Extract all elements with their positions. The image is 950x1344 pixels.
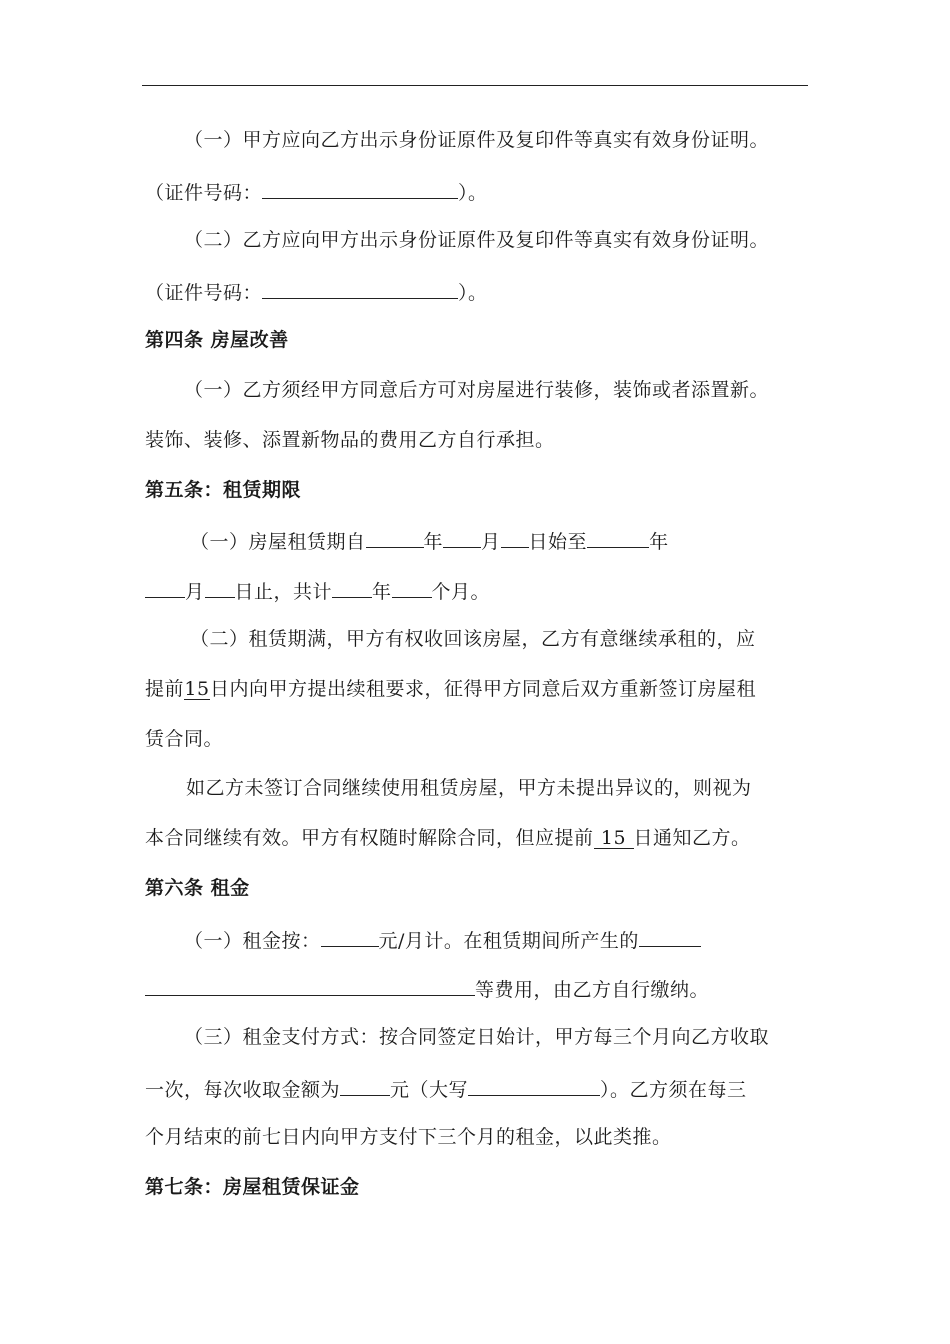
fees-text: 等费用，由乙方自行缴纳。	[475, 979, 710, 1001]
payment-method-paragraph: （三）租金支付方式：按合同签定日始计，甲方每三个月向乙方收取	[184, 1026, 770, 1048]
header-rule	[142, 85, 808, 86]
payment-amount-blank[interactable]	[340, 1075, 390, 1096]
id-number-blank[interactable]	[262, 278, 458, 299]
notice-days-value: 15	[594, 828, 634, 849]
day-end-label: 日止，共计	[234, 581, 333, 603]
id-number-label: （证件号码：	[145, 182, 263, 204]
continuation-paragraph: 如乙方未签订合同继续使用租赁房屋，甲方未提出异议的，则视为	[186, 777, 752, 799]
rent-unit-text: 元/月计。在租赁期间所产生的	[378, 930, 639, 952]
payment-method-line-3: 个月结束的前七日内向甲方支付下三个月的租金，以此类推。	[145, 1126, 672, 1148]
year-label: 年	[649, 531, 669, 553]
id-number-line-1	[145, 178, 488, 205]
paragraph-id-lessor: （一）甲方应向乙方出示身份证原件及复印件等真实有效身份证明。	[184, 129, 770, 151]
renewal-paragraph-cont	[145, 677, 756, 701]
article-6-heading: 第六条 租金	[145, 877, 250, 899]
rent-line-2	[145, 975, 709, 1002]
year-label: 年	[423, 531, 444, 553]
months-label: 个月。	[431, 581, 491, 603]
payment-capital-blank[interactable]	[468, 1075, 600, 1096]
month-label: 月	[185, 581, 205, 603]
rent-line-1	[184, 926, 701, 953]
fees-blank-start[interactable]	[639, 926, 701, 947]
rent-label: （一）租金按：	[184, 930, 321, 952]
id-number-blank[interactable]	[262, 178, 458, 199]
start-month-blank[interactable]	[443, 527, 481, 548]
article-7-heading: 第七条：房屋租赁保证金	[145, 1176, 360, 1198]
payment-method-line-2	[145, 1075, 747, 1102]
renewal-text: 日内向甲方提出续租要求，征得甲方同意后双方重新签订房屋租	[210, 678, 757, 700]
renewal-paragraph: （二）租赁期满，甲方有权收回该房屋，乙方有意继续承租的，应	[190, 628, 756, 650]
notice-text: 日通知乙方。	[633, 827, 751, 849]
end-year-blank[interactable]	[587, 527, 649, 548]
renewal-paragraph-end: 赁合同。	[145, 728, 224, 750]
id-number-close: ）。	[458, 182, 488, 204]
lease-term-label: （一）房屋租赁期自	[190, 531, 366, 553]
fees-blank[interactable]	[145, 975, 475, 996]
paragraph-id-lessee: （二）乙方应向甲方出示身份证原件及复印件等真实有效身份证明。	[184, 229, 770, 251]
payment-deadline-text: ）。乙方须在每三	[600, 1079, 747, 1101]
rent-amount-blank[interactable]	[321, 926, 379, 947]
article-4-paragraph: （一）乙方须经甲方同意后方可对房屋进行装修，装饰或者添置新。	[184, 379, 770, 401]
payment-amount-label: 一次，每次收取金额为	[145, 1079, 341, 1101]
id-number-close: ）。	[458, 282, 488, 304]
advance-label: 提前	[145, 678, 185, 700]
start-year-blank[interactable]	[366, 527, 424, 548]
id-number-label: （证件号码：	[145, 282, 263, 304]
end-month-blank[interactable]	[145, 577, 185, 598]
capital-label: 元（大写	[390, 1079, 469, 1101]
end-day-blank[interactable]	[205, 577, 235, 598]
id-number-line-2	[145, 278, 488, 305]
article-5-heading: 第五条：租赁期限	[145, 479, 302, 501]
year-label: 年	[372, 581, 392, 603]
article-4-heading: 第四条 房屋改善	[145, 329, 289, 351]
total-years-blank[interactable]	[332, 577, 372, 598]
lease-term-line-2	[145, 577, 490, 604]
start-day-blank[interactable]	[501, 527, 529, 548]
termination-text: 本合同继续有效。甲方有权随时解除合同，但应提前	[145, 827, 594, 849]
renewal-days-value: 15	[184, 678, 210, 700]
lease-term-line-1	[190, 527, 669, 554]
day-start-label: 日始至	[528, 531, 588, 553]
month-label: 月	[481, 531, 501, 553]
article-4-paragraph-cont: 装饰、装修、添置新物品的费用乙方自行承担。	[145, 429, 555, 451]
continuation-paragraph-cont	[145, 826, 751, 850]
total-months-blank[interactable]	[392, 577, 432, 598]
